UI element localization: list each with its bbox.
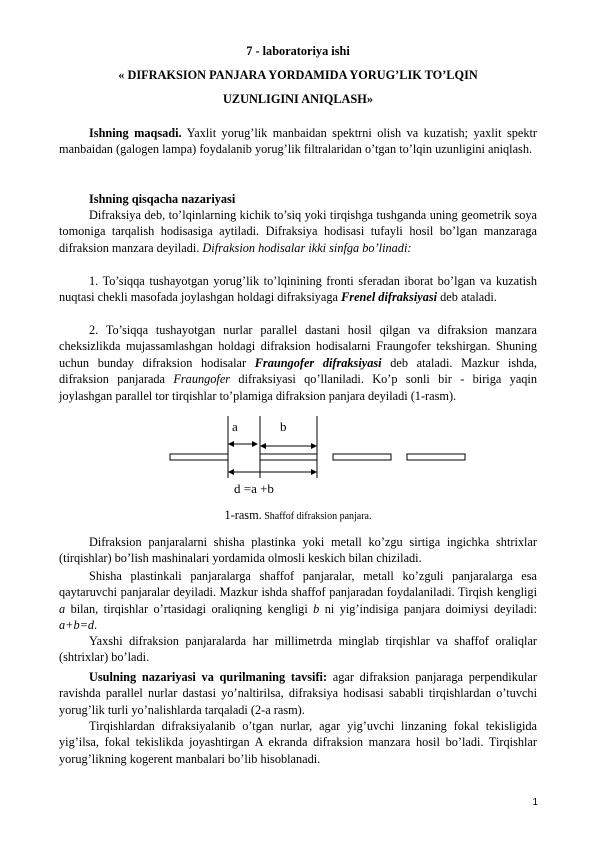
goal-text: Yaxlit yorug’lik manbaidan spektrni olish va kuzatish; yaxlit spektr manbaidan (galogen lampa) foydalanib yorug’lik filtralaridan o’tgan to’lqin uzunligini aniqlash. [59,126,537,157]
apparatus-p1-text: agar difraksion panjaraga perpendikular ravishda parallel nurlar dastasi yo’naltirilsa, difraksiya hodisasi sababli tirqishlardan o’tuvchi yorug’lik turli yo’nalishlarda tarqaladi (2-a rasm). [59,670,537,717]
theory-p2-end: deb ataladi. [437,290,497,305]
body-p2-mid2: ni yig’indisiga panjara doimiysi deyiladi: [319,601,537,616]
apparatus-paragraph-2: Tirqishlardan difraksiyalanib o’tgan nurlar, agar yig’uvchi linzaning fokal tekisligida yig’ilsa, fokal tekislikda joyashtirgan A ekranda difraksion manzara hosil bo’ladi. Tirqishlar yorug’likning kogerent manbalari bo’lib hisoblanadi. [59,719,537,766]
topic-title-line2: UZUNLIGINI ANIQLASH» [223,92,373,106]
figure-caption [59,507,537,525]
arrowhead-a-left [228,441,234,447]
theory-p1-text: Difraksiya deb, to’lqinlarning kichik to’siq yoki tirqishga tushganda uning geometrik soya tomoniga tarqalish hodisasiga aytiladi. Difraksiya hodisasi tufayli hosil bo’lgan manzaraga difraksion manzara deyiladi. [59,208,537,255]
grating-bar-2 [260,454,317,460]
goal-label: Ishning maqsadi. [89,126,182,140]
arrowhead-b-right [311,443,317,449]
grating-figure [0,410,596,506]
apparatus-paragraph-1 [59,669,537,718]
theory-paragraph-3 [59,322,537,404]
label-b: b [280,419,287,434]
lab-title: 7 - laboratoriya ishi [246,44,350,58]
theory-p1-italic: Difraksion hodisalar ikki sinfga bo’linadi: [202,240,412,255]
caption-number: 1-rasm. [224,508,262,522]
var-b: b [313,601,320,616]
frenel-term: Frenel difraksiyasi [341,290,438,305]
arrowhead-a-right [252,441,258,447]
body-paragraph-2 [59,568,537,634]
page-number: 1 [532,797,538,808]
apparatus-label: Usulning nazariyasi va qurilmaning tavsifi: [89,670,328,684]
fraungofer-term: Fraungofer difraksiyasi [254,355,382,370]
label-d: d =a +b [234,481,274,496]
body-paragraph-1: Difraksion panjaralarni shisha plastinka yoki metall ko’zgu sirtiga ingichka shtrixlar (tirqishlar) bo’lish mashinalari yordamida olmosli keskich bilan chiziladi. [59,535,537,566]
theory-p3-mid: deb ataladi. Mazkur ishda, difraksion panjarada [59,355,537,387]
formula: a+b=d [59,618,95,633]
theory-p2-text: 1. To’siqqa tushayotgan yorug’lik to’lqinining fronti sferadan iborat bo’lgan va kuzatish nuqtasi chekli masofada joylashgan holdagi difraksiyaga [59,274,537,305]
arrowhead-d-right [311,469,317,475]
theory-paragraph-1 [59,207,537,256]
grating-bar-4 [407,454,465,460]
arrowhead-b-left [260,443,266,449]
body-p2-end: . [94,618,98,633]
topic-title-line1: « DIFRAKSION PANJARA YORDAMIDA YORUG’LIK TO’LQIN [118,68,478,82]
caption-text: Shaffof difraksion panjara. [261,511,372,522]
label-a: a [232,419,238,434]
var-a: a [59,601,66,616]
arrowhead-d-left [228,469,234,475]
theory-p3-text: 2. To’siqqa tushayotgan nurlar parallel dastani hosil qilgan va difraksion manzara cheksizlikda mujassamlashgan holdagi difraksion hodisalarni Fraungofer tekshirgan. Shuning uchun bunday difraksion hodisalar [59,323,537,370]
goal-paragraph [59,125,537,158]
theory-p3-end: difraksiyasi qo’llaniladi. Ko’p sonli bir - biriga yaqin joylashgan parallel tor tirqishlar to’plamiga difraksion panjara deyiladi (1-rasm). [59,372,537,403]
body-p2-text: Shisha plastinkali panjaralarga shaffof panjaralar, metall ko’zguli panjaralarga esa qaytaruvchi panjaralar deyiladi. Mazkur ishda shaffof panjaradan foydalaniladi. Tirqish kengligi [59,569,537,600]
theory-heading: Ishning qisqacha nazariyasi [89,192,236,206]
body-p2-mid: bilan, tirqishlar o’rtasidagi oraliqning kengligi [65,601,314,616]
fraungofer-italic: Fraungofer [173,372,231,387]
theory-paragraph-2 [59,273,537,306]
grating-bar-1 [170,454,228,460]
grating-bar-3 [333,454,391,460]
body-paragraph-3: Yaxshi difraksion panjaralarda har millimetrda minglab tirqishlar va shaffof oraliqlar (shtrixlar) bo’ladi. [59,634,537,665]
